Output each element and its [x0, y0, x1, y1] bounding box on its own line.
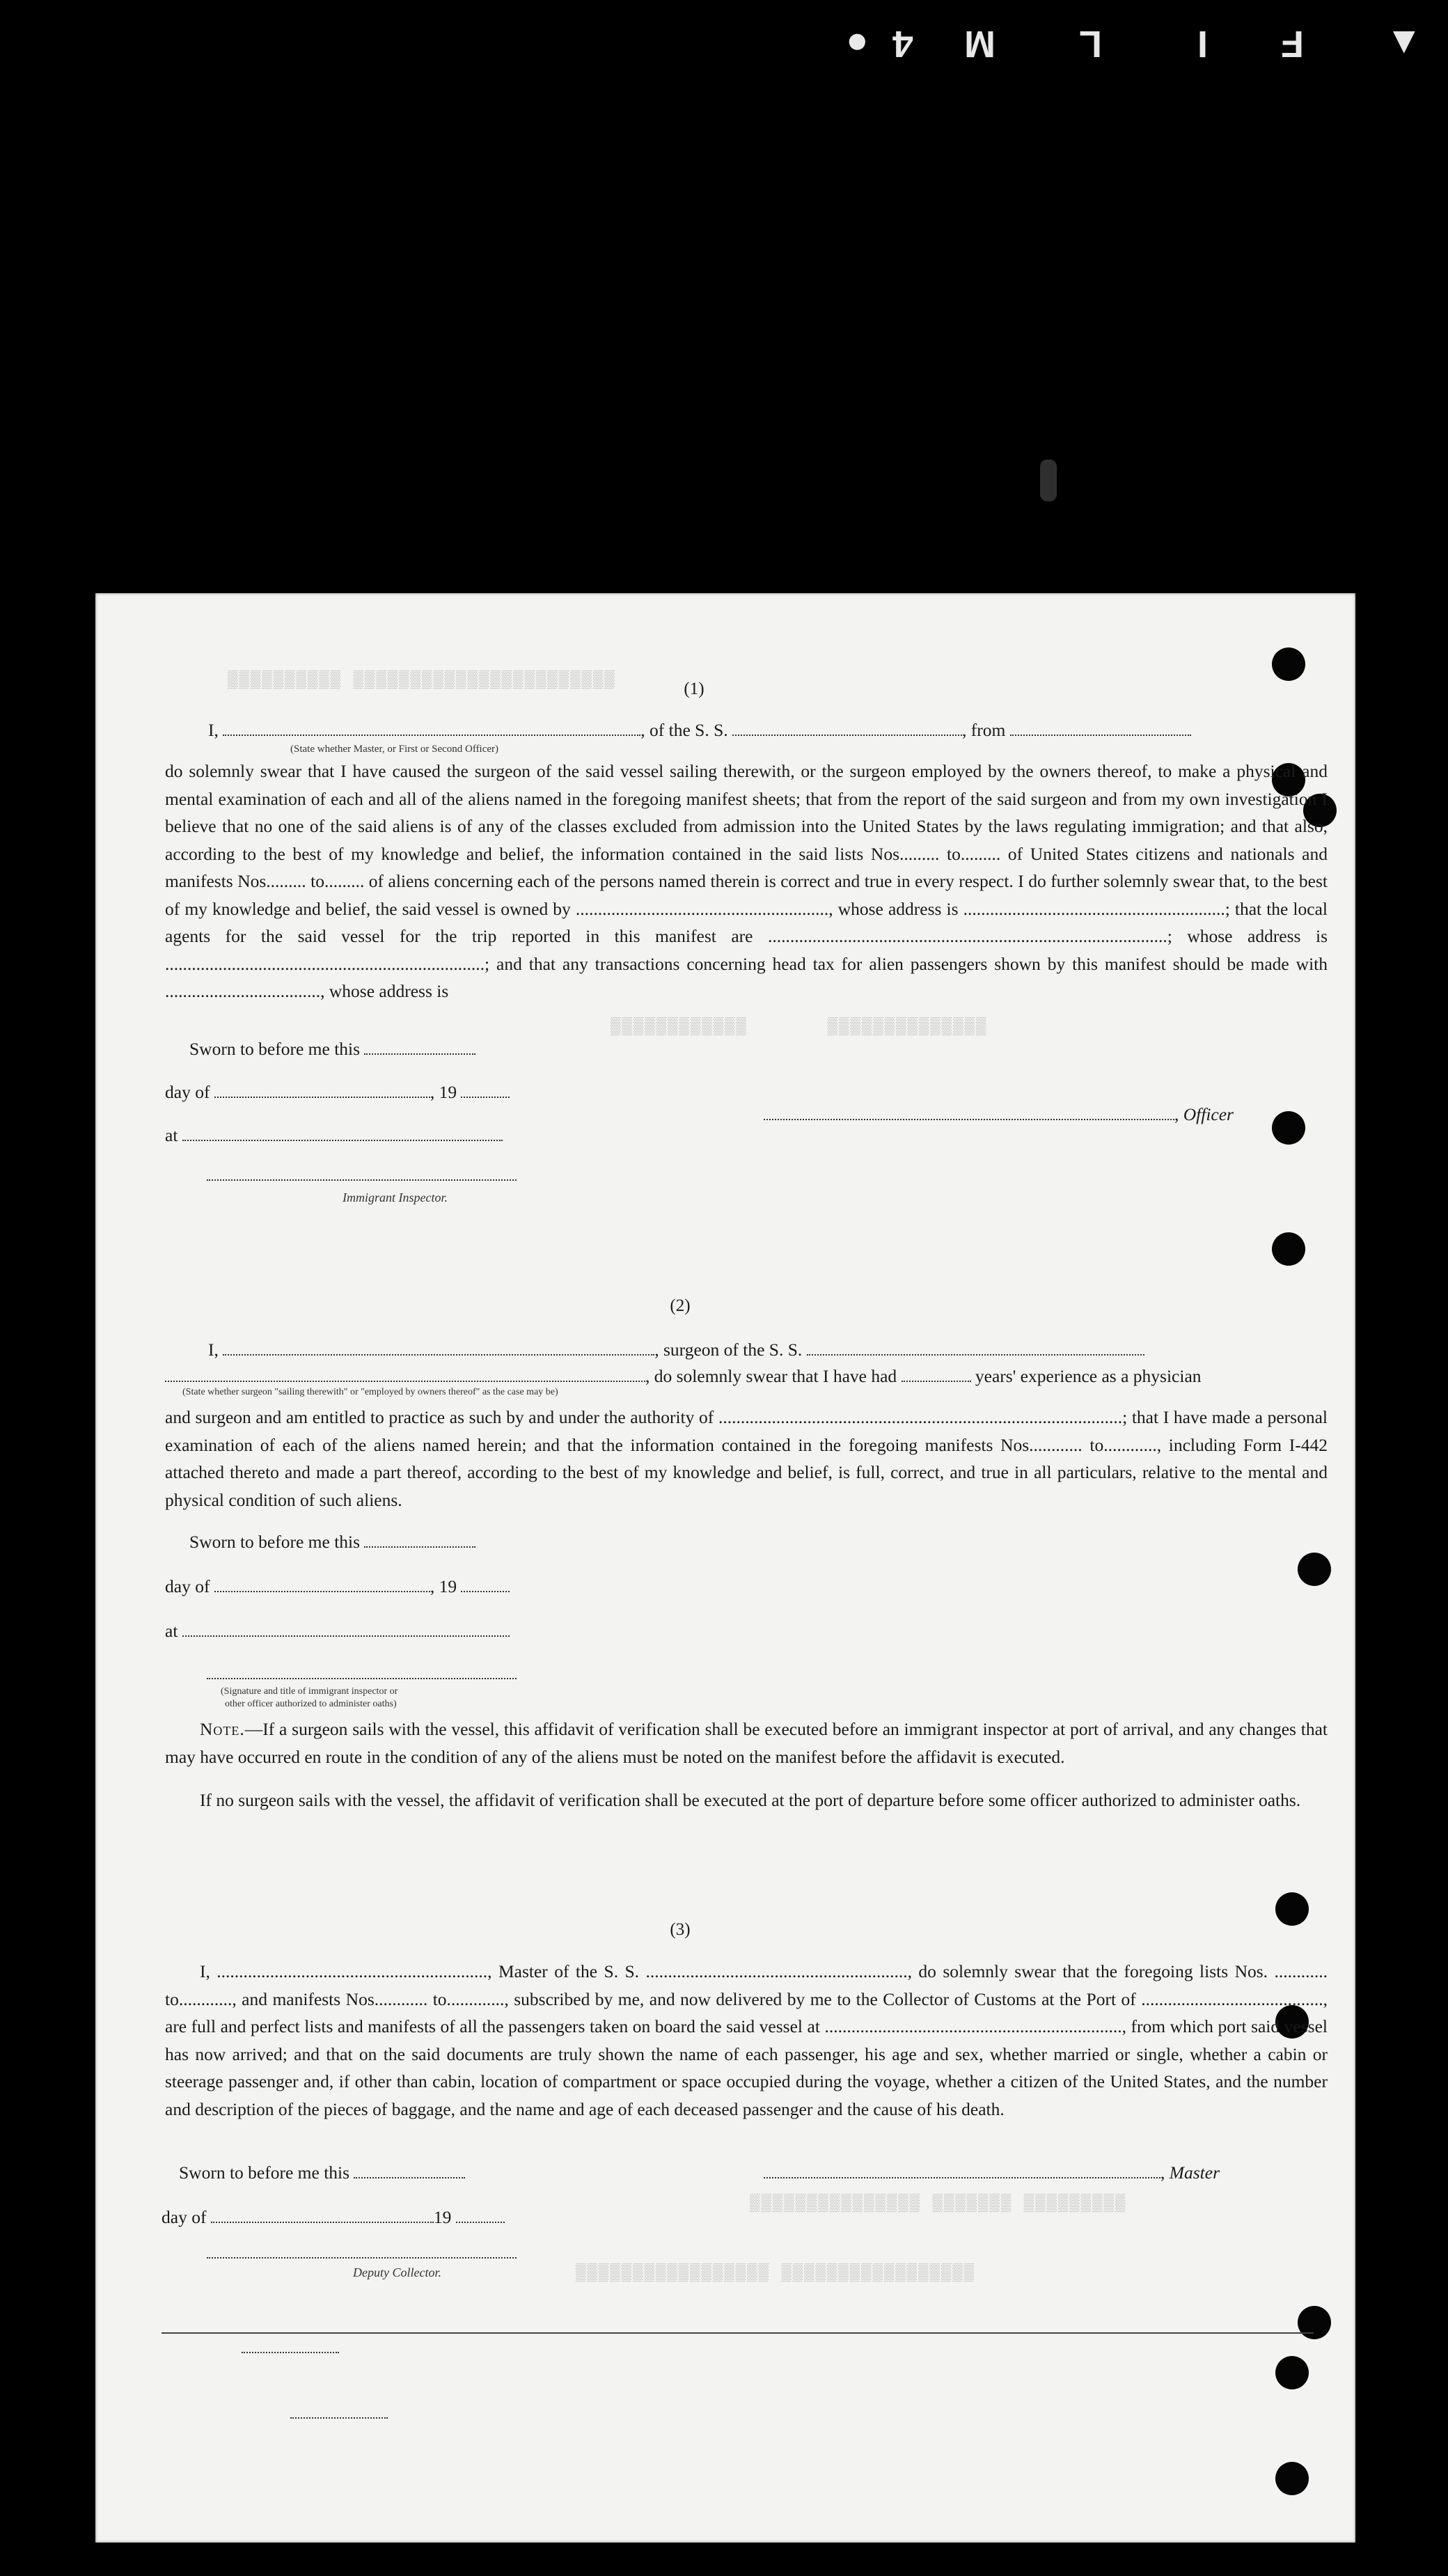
section-3-day-label: day of: [162, 2207, 207, 2227]
section-2-sig-caption-1: (Signature and title of immigrant inspector or: [221, 1686, 398, 1697]
punch-hole-icon: [1298, 2306, 1331, 2339]
section-2-first-line: [208, 1340, 1144, 1360]
officer-signature-field[interactable]: [764, 1105, 1174, 1120]
section-3-master-line: , Master: [764, 2162, 1220, 2183]
bottom-dotted-mark: [290, 2417, 388, 2419]
section-3-year-field[interactable]: [456, 2208, 505, 2223]
collector-signature-line[interactable]: [207, 2257, 517, 2259]
section-1-sworn-label: Sworn to before me this: [189, 1039, 361, 1059]
section-3-day-field[interactable]: [211, 2208, 434, 2223]
immigrant-inspector-label: Immigrant Inspector.: [343, 1191, 448, 1204]
bleed-through-text: ▒▒▒▒▒▒▒▒▒▒▒▒▒▒▒▒▒ ▒▒▒▒▒▒▒▒▒▒▒▒▒▒▒▒▒: [576, 2264, 976, 2283]
punch-hole-icon: [1272, 1232, 1305, 1266]
section-1-of-ss-label: , of the S. S.: [640, 720, 728, 740]
section-1-from-label: , from: [962, 720, 1006, 740]
film-mark-m: M: [964, 23, 996, 65]
section-3-oath-body: I, ............................................................., Master of the S. S. ..........................................................., do solemnly swear that the foregoing lists Nos. ............ to............, and manifests Nos............ to............., subscribed by me, and now delivered by me to the Collector of Customs at the Port of ........................................., are full and perfect lists and manifests of all the passengers taken on board the said vessel at ..................................................................., from which port said vessel has now arrived; and that on the said documents are truly shown the name of each passenger, his age and sex, whether married or single, whether a cabin or steerage passenger and, if other than cabin, location of compartment or space occupied during the voyage, whether a citizen of the United States, and the number and description of the pieces of baggage, and the name and age of each deceased passenger and the cause of his death.: [165, 1961, 1328, 2119]
master-signature-field[interactable]: [764, 2163, 1160, 2178]
film-mark-dot-icon: ●: [846, 23, 869, 65]
section-1-at-label: at: [165, 1125, 178, 1145]
section-2-sworn-line: [189, 1532, 475, 1553]
section-2-caption: (State whether surgeon "sailing therewith" or "employed by owners thereof" as the case may be): [182, 1387, 558, 1397]
manifest-verification-page: [95, 593, 1355, 2543]
section-1-oath-body: do solemnly swear that I have caused the surgeon of the said vessel sailing therewith, or the surgeon employed by the owners thereof, to make a physical and mental examination of each and all of the aliens named in the foregoing manifest sheets; that from the report of the said surgeon and from my own investigation I believe that no one of the said aliens is of any of the classes excluded from admission into the United States by the laws regulating immigration; and that also, according to the best of my knowledge and belief, the information contained in the said lists Nos......... to......... of United States citizens and nationals and manifests Nos......... to......... of aliens concerning each of the persons named therein is correct and true in every respect. I do further solemnly swear that, to the best of my knowledge and belief, the said vessel is owned by ........................................................., whose address is ...........................................................; that the local agents for the said vessel for the trip reported in this manifest are ..........................................................................................; whose address is ........................................................................; and that any transactions concerning head tax for alien passengers shown by this manifest should be made with ..................................., whose address is: [165, 761, 1328, 1001]
section-3-day-line: [162, 2207, 505, 2228]
section-1-year-field[interactable]: [461, 1083, 510, 1098]
section-1-officer-line: , Officer: [764, 1104, 1234, 1125]
section-1-at-field[interactable]: [182, 1126, 503, 1141]
section-1-caption: (State whether Master, or First or Second Officer): [290, 744, 499, 755]
section-2-sworn-date-field[interactable]: [364, 1532, 475, 1548]
note-2-text: If no surgeon sails with the vessel, the affidavit of verification shall be executed at the port of departure before some officer authorized to administer oaths.: [200, 1790, 1301, 1810]
section-2-oath-body: and surgeon and am entitled to practice as such by and under the authority of ...........................................................................................; that I have made a personal examination of each of the aliens named herein; and that the information contained in the foregoing manifests Nos............ to............, including Form I-442 attached thereto and made a part thereof, according to the best of my knowledge and belief, is full, correct, and true in all particulars, relative to the mental and physical condition of such aliens.: [165, 1407, 1328, 1510]
section-2-second-line: [165, 1366, 1202, 1387]
punch-hole-icon: [1272, 1111, 1305, 1145]
section-2-year-label: , 19: [430, 1576, 457, 1596]
film-mark-f: F: [1281, 23, 1304, 65]
section-1-day-label: day of: [165, 1082, 210, 1102]
section-3-number: (3): [670, 1920, 691, 1939]
section-3-sworn-label: Sworn to before me this: [179, 2162, 350, 2183]
film-header: [0, 0, 1448, 84]
film-mark-4: 4: [892, 23, 914, 65]
bottom-dotted-mark: [242, 2352, 339, 2353]
section-2-years-label: years' experience as a physician: [975, 1366, 1202, 1386]
section-2-at-field[interactable]: [182, 1621, 510, 1637]
section-3-year-label: 19: [433, 2207, 452, 2227]
section-1-year-label: , 19: [430, 1082, 457, 1102]
film-mark-i: I: [1197, 23, 1209, 65]
ship-name-field[interactable]: [732, 721, 962, 736]
section-1-day-field[interactable]: [214, 1083, 430, 1098]
bleed-through-text: ▒▒▒▒▒▒▒▒▒▒ ▒▒▒▒▒▒▒▒▒▒▒▒▒▒▒▒▒▒▒▒▒▒▒: [228, 671, 616, 690]
section-2-at-label: at: [165, 1621, 178, 1641]
section-3-sworn-line: [179, 2162, 465, 2183]
section-1-i-label: I,: [208, 720, 219, 740]
section-2-swear-label: , do solemnly swear that I have had: [645, 1366, 897, 1386]
section-2-year-field[interactable]: [461, 1577, 510, 1592]
bleed-through-text: ▒▒▒▒▒▒▒▒▒▒▒▒ ▒▒▒▒▒▒▒▒▒▒▒▒▒▒: [611, 1018, 988, 1037]
section-2-day-label: day of: [165, 1576, 210, 1596]
section-2-day-line: [165, 1576, 510, 1597]
section-2-day-field[interactable]: [214, 1577, 430, 1592]
officer-label: Officer: [1183, 1104, 1234, 1124]
section-3-sworn-date-field[interactable]: [354, 2163, 465, 2178]
note-text: —If a surgeon sails with the vessel, this affidavit of verification shall be executed before an immigrant inspector at port of arrival, and any changes that may have occurred en route in the condition of any of the aliens must be noted on the manifest before the affidavit is executed.: [165, 1719, 1328, 1767]
years-experience-field[interactable]: [902, 1367, 971, 1382]
section-2-ship-name-field[interactable]: [807, 1340, 1144, 1356]
section-2-note-2: [165, 1786, 1328, 1814]
section-1-sworn-date-field[interactable]: [364, 1039, 475, 1055]
section-1-day-line: [165, 1082, 510, 1103]
punch-hole-icon: [1275, 2356, 1309, 2389]
section-1-at-line: [165, 1125, 503, 1146]
section-1-number: (1): [684, 680, 705, 698]
section-2-note: [165, 1715, 1328, 1770]
film-mark-l: L: [1079, 23, 1102, 65]
section-2-number: (2): [670, 1296, 691, 1315]
punch-hole-icon: [1298, 1553, 1331, 1586]
section-2-sworn-label: Sworn to before me this: [189, 1532, 361, 1552]
departure-port-field[interactable]: [1010, 721, 1191, 736]
surgeon-status-field[interactable]: [165, 1367, 645, 1382]
section-2-signature-line[interactable]: [207, 1678, 517, 1679]
bleed-through-text: ▒▒▒▒▒▒▒▒▒▒▒▒▒▒▒ ▒▒▒▒▒▒▒ ▒▒▒▒▒▒▒▒▒: [750, 2194, 1127, 2213]
section-2-i-label: I,: [208, 1340, 219, 1360]
master-label: Master: [1169, 2162, 1220, 2183]
bottom-rule: [162, 2332, 1314, 2334]
surgeon-name-field[interactable]: [223, 1340, 654, 1356]
punch-hole-icon: [1272, 647, 1305, 681]
film-smudge: [1040, 460, 1057, 501]
inspector-signature-line[interactable]: [207, 1179, 517, 1181]
film-mark-triangle-icon: ▲: [1385, 23, 1423, 65]
punch-hole-icon: [1275, 2462, 1309, 2495]
officer-name-field[interactable]: [223, 721, 640, 736]
punch-hole-icon: [1275, 1892, 1309, 1926]
deputy-collector-label: Deputy Collector.: [353, 2265, 441, 2279]
section-2-surgeon-of-label: , surgeon of the S. S.: [654, 1340, 803, 1360]
section-1-sworn-line: [189, 1039, 475, 1060]
section-1-first-line: [208, 720, 1191, 741]
section-2-at-line: [165, 1621, 510, 1642]
section-2-sig-caption-2: other officer authorized to administer oaths): [225, 1699, 397, 1709]
note-label: Note.: [200, 1719, 245, 1739]
